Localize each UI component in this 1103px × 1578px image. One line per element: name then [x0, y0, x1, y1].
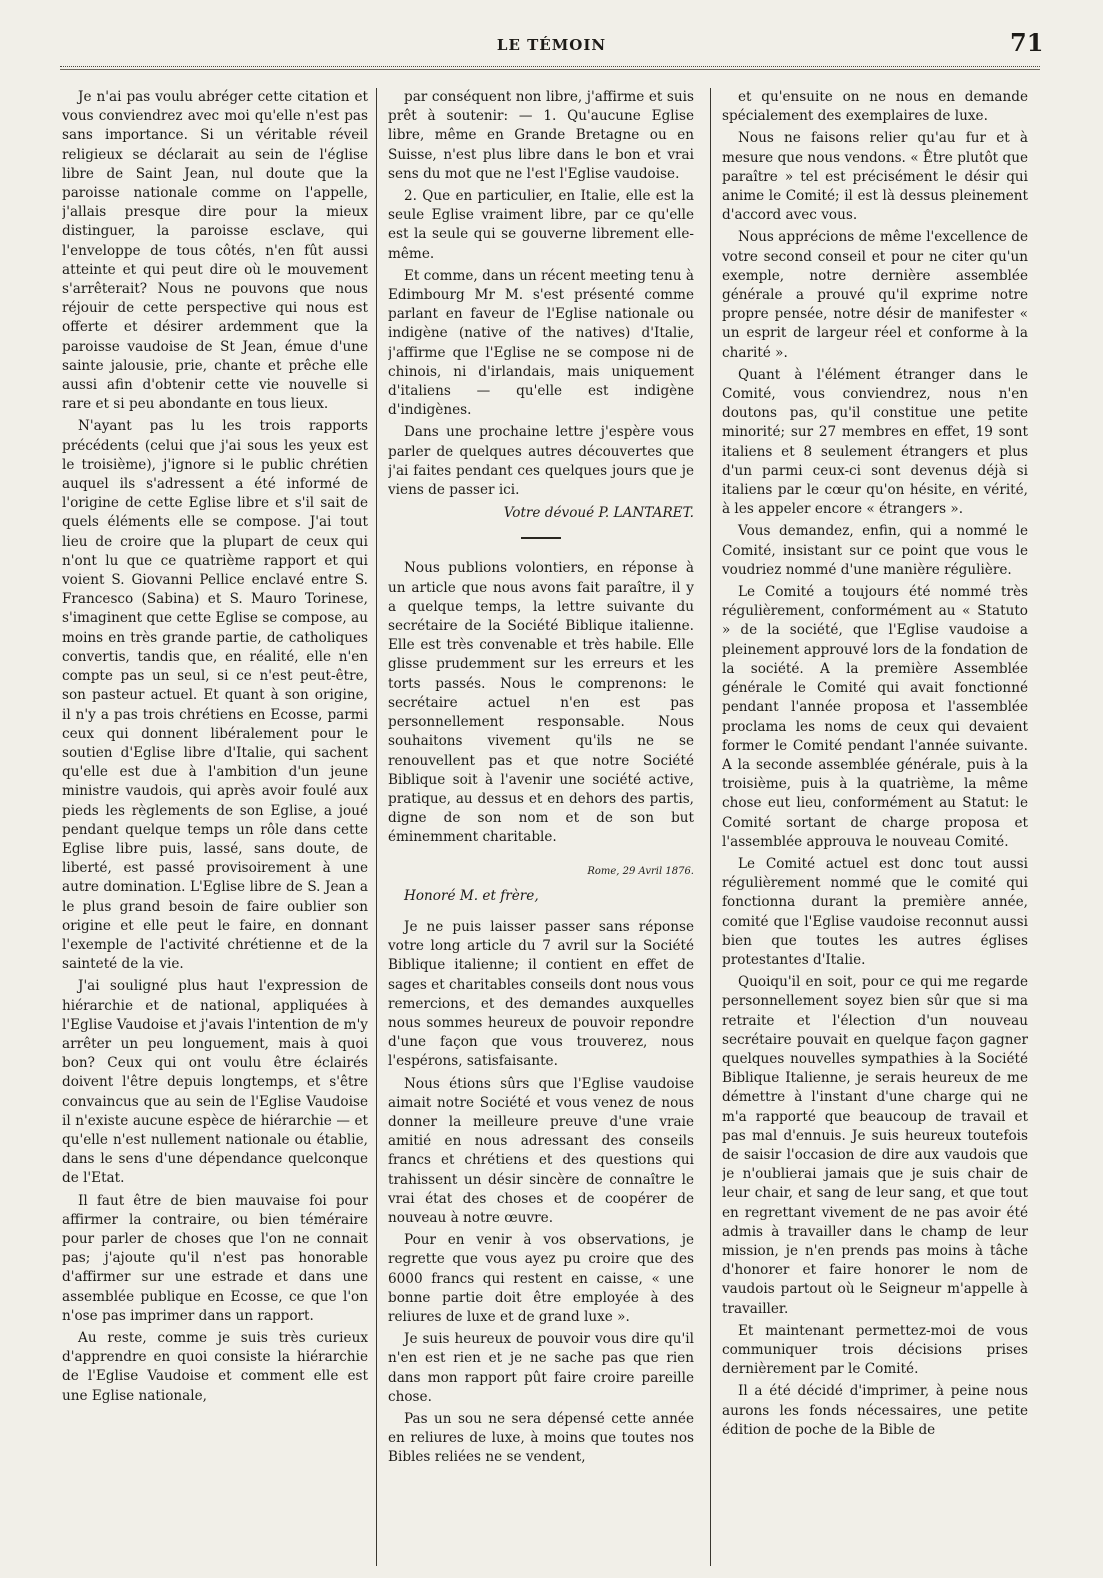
column-middle — [388, 88, 694, 1566]
paragraph: Quant à l'élément étranger dans le Comité, vous conviendrez, nous n'en doutons pas, qu'il constitue une petite minorité; sur 27 membres en effet, 19 sont italiens et 8 seulement étrangers et plus d'un parmi ceux-ci sont devenus déjà si italiens par le cœur qu'on hésite, en vérité, à les appeler encore « étrangers ». — [722, 366, 1028, 518]
paragraph: Nous publions volontiers, en réponse à un article que nous avons fait paraître, il y a quelque temps, la lettre suivante du secrétaire de la Société Biblique italienne. Elle est très convenable et très habile. Elle glisse prudemment sur les erreurs et les torts passés. Nous le comprenons: le secrétaire actuel n'en est pas personnellement responsable. Nous souhaitons vivement qu'ils ne se renouvellent pas et que notre Société Biblique soit à l'avenir une société active, pratique, au dessus et en dehors des partis, digne de son nom et de son but éminemment charitable. — [388, 560, 694, 846]
paragraph: Et maintenant permettez-moi de vous communiquer trois décisions prises dernièrement par le Comité. — [722, 1322, 1028, 1378]
paragraph: Le Comité a toujours été nommé très régulièrement, conformément au « Statuto » de la société, que l'Eglise vaudoise a pleinement approuvé lors de la fondation de la société. A la première Assemblée générale le Comité qui avait fonctionné pendant l'année proposa et l'assemblée proclama les noms de ceux qui devaient former le Comité pendant l'année suivante. A la seconde assemblée générale, puis à la troisième, puis à la quatrième, la même chose eut lieu, conformément au Statut: le Comité sortant de charge proposa et l'assemblée approuva le nouveau Comité. — [722, 584, 1028, 850]
running-title: LE TÉMOIN — [496, 36, 607, 54]
column-right — [722, 88, 1028, 1566]
paragraph: Au reste, comme je suis très curieux d'apprendre en quoi consiste la hiérarchie de l'Eglise Vaudoise et comment elle est une Eglise nationale, — [62, 1330, 368, 1404]
paragraph: Le Comité actuel est donc tout aussi régulièrement nommé que le comité qui fonctionna durant la première année, comité que l'Eglise vaudoise reconnut aussi bien que toutes les autres églises protestantes d'Italie. — [722, 855, 1028, 968]
paragraph: Pas un sou ne sera dépensé cette année en reliures de luxe, à moins que toutes nos Bibles reliées ne se vendent, — [388, 1411, 694, 1466]
paragraph: et qu'ensuite on ne nous en demande spécialement des exemplaires de luxe. — [722, 89, 1028, 125]
column-left — [62, 88, 368, 1566]
column-divider — [376, 88, 377, 1566]
paragraph: Quoiqu'il en soit, pour ce qui me regarde personnellement soyez bien sûr que si ma retraite et l'élection d'un nouveau secrétaire pouvait en quelque façon gagner quelques nouvelles sympathies à la Société Biblique Italienne, je serais heureux de me démettre à l'instant d'une charge qui ne m'a rapporté que beaucoup de travail et pas mal d'ennuis. Je suis heureux toutefois de saisir l'occasion de dire aux vaudois que je n'oublierai jamais que je suis chair de leur chair, et sang de leur sang, et que tout en regrettant vivement de ne pas avoir été admis à travailler dans le champ de leur mission, je n'en prends pas moins à tâche d'honorer et faire honorer le nom de vaudois partout où le Seigneur m'appelle à travailler. — [722, 974, 1028, 1317]
header-rule — [60, 66, 1040, 70]
paragraph: Nous ne faisons relier qu'au fur et à mesure que nous vendons. « Être plutôt que paraître » tel est précisément le désir qui anime le Comité; il est là dessus pleinement d'accord avec vous. — [722, 130, 1028, 224]
section-separator — [521, 537, 561, 539]
column-divider — [710, 88, 711, 1566]
paragraph: Vous demandez, enfin, qui a nommé le Comité, insistant sur ce point que vous le voudriez nommé d'une manière régulière. — [722, 523, 1028, 578]
paragraph: Et comme, dans un récent meeting tenu à Edimbourg Mr M. s'est présenté comme parlant en faveur de l'Eglise nationale ou indigène (native of the natives) d'Italie, j'affirme que l'Eglise ne se compose ni de chinois, ni d'irlandais, mais uniquement d'italiens — qu'elle est indigène d'indigènes. — [388, 267, 694, 419]
paragraph: J'ai souligné plus haut l'expression de hiérarchie et de national, appliquées à l'Eglise Vaudoise et j'avais l'intention de m'y arrêter un peu longuement, mais à quoi bon? Ceux qui ont voulu être éclairés doivent l'être depuis longtemps, et s'être convaincus que au sein de l'Eglise Vaudoise il n'existe aucune espèce de hiérarchie — et qu'elle n'est nullement nationale ou établie, dans le sens d'une dépendance quelconque de l'Etat. — [62, 978, 368, 1187]
paragraph: 2. Que en particulier, en Italie, elle est la seule Eglise vraiment libre, par ce qu'elle est la seule qui se gouverne librement elle-même. — [388, 188, 694, 262]
paragraph: N'ayant pas lu les trois rapports précédents (celui que j'ai sous les yeux est le troisième), j'ignore si le public chrétien auquel ils s'adressent a été informé de l'origine de cette Eglise libre et s'il sait de quels éléments elle se compose. J'ai tout lieu de croire que la plupart de ceux qui n'ont lu que ce quatrième rapport et qui voient S. Giovanni Pellice enclavé entre S. Francesco (Sabina) et S. Mauro Torinese, s'imaginent que cette Eglise se compose, au moins en très grande partie, de catholiques convertis, tandis que, en réalité, elle n'en compte pas un seul, si ce n'est peut-être, son pasteur actuel. Et quant à son origine, il n'y a pas trois chrétiens en Ecosse, parmi ceux qui donnent libéralement pour le soutien d'Eglise libre d'Italie, qui sachent qu'elle est due à l'ambition d'un jeune ministre vaudois, qui après avoir foulé aux pieds les règlements de son Eglise, a joué pendant quelque temps un rôle dans cette Eglise libre puis, lassé, sans doute, de liberté, est passé provisoirement à une autre domination. L'Eglise libre de S. Jean a le plus grand besoin de faire oublier son origine et elle peut le faire, en donnant l'exemple de l'activité chrétienne et de la sainteté de la vie. — [62, 418, 368, 973]
paragraph: Je n'ai pas voulu abréger cette citation et vous conviendrez avec moi qu'elle n'est pas sans importance. Si un véritable réveil religieux se déclarait au sein de l'église libre de Saint Jean, nul doute que la paroisse nationale comme on l'appelle, j'allais presque dire pour la mieux distinguer, la paroisse esclave, qui l'enveloppe de tous côtés, n'en fût aussi atteinte et qui peut dire où le mouvement s'arrêterait? Nous ne pouvons que nous réjouir de cette perspective qui nous est offerte et désirer ardemment que la paroisse vaudoise de St Jean, émue d'une sainte jalousie, prie, chante et prêche elle aussi afin d'obtenir cette vie nouvelle si rare et si peu abondante en tous lieux. — [62, 89, 368, 413]
paragraph: Nous apprécions de même l'excellence de votre second conseil et pour ne citer qu'un exemple, notre dernière assemblée générale a prouvé qu'il exprime notre propre pensée, notre désir de manifester « un esprit de largeur réel et conforme à la charité ». — [722, 229, 1028, 361]
letter-dateline: Rome, 29 Avril 1876. — [587, 865, 694, 877]
paragraph: Nous étions sûrs que l'Eglise vaudoise aimait notre Société et vous venez de nous donner la meilleure preuve d'une vraie amitié en nous adressant des conseils francs et chrétiens et des questions qui trahissent un désir sincère de connaître le vrai état des choses et de coopérer de nouveau à notre œuvre. — [388, 1075, 694, 1226]
paragraph: par conséquent non libre, j'affirme et suis prêt à soutenir: — 1. Qu'aucune Eglise libre, même en Grande Bretagne ou en Suisse, n'est plus libre dans le bon et vrai sens du mot que ne l'est l'Eglise vaudoise. — [388, 89, 694, 182]
paragraph: Il faut être de bien mauvaise foi pour affirmer la contraire, ou bien téméraire pour parler de choses que l'on ne connait pas; j'ajoute qu'il n'est pas honorable d'affirmer sur une estrade et dans une assemblée publique en Ecosse, ce que l'on n'ose pas imprimer dans un rapport. — [62, 1192, 368, 1324]
page-number: 71 — [1010, 28, 1044, 57]
paragraph: Je suis heureux de pouvoir vous dire qu'il n'en est rien et je ne sache pas que rien dans mon rapport pût faire croire pareille chose. — [388, 1331, 694, 1405]
paragraph: Dans une prochaine lettre j'espère vous parler de quelques autres découvertes que j'ai faites pendant ces quelques jours que je viens de passer ici. — [388, 424, 694, 499]
paragraph: Il a été décidé d'imprimer, à peine nous aurons les fonds nécessaires, une petite édition de poche de la Bible de — [722, 1383, 1028, 1438]
letter-signature: Votre dévoué P. LANTARET. — [503, 505, 694, 522]
paragraph: Je ne puis laisser passer sans réponse votre long article du 7 avril sur la Société Biblique italienne; il contient en effet de sages et charitables conseils dont nous vous remercions, et des demandes auxquelles nous sommes heureux de pouvoir repondre d'une façon que vous trouverez, nous l'espérons, satisfaisante. — [388, 918, 694, 1070]
letter-salutation: Honoré M. et frère, — [404, 887, 539, 904]
paragraph: Pour en venir à vos observations, je regrette que vous ayez pu croire que des 6000 francs qui restent en caisse, « une bonne partie doit être employée à des reliures de luxe et de grand luxe ». — [388, 1232, 694, 1325]
